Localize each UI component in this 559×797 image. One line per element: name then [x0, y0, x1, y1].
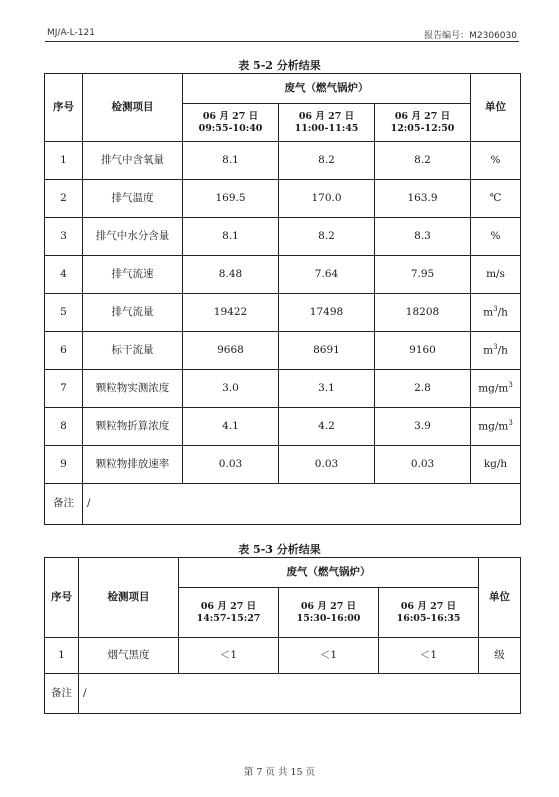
cell-value: 8.2 — [279, 142, 375, 180]
cell-item: 排气中水分含量 — [83, 218, 183, 256]
cell-value: ＜1 — [179, 638, 279, 674]
header-time: 06 月 27 日 12:05-12:50 — [375, 104, 471, 142]
cell-unit: % — [471, 142, 521, 180]
cell-unit: m/s — [471, 256, 521, 294]
cell-seq: 7 — [45, 370, 83, 408]
cell-unit: % — [471, 218, 521, 256]
table-row — [45, 142, 521, 180]
header-item: 检测项目 — [83, 74, 183, 142]
doc-code: MJ/A-L-121 — [47, 28, 95, 38]
cell-item: 颗粒物排放速率 — [83, 446, 183, 484]
page-number: 第 7 页 共 15 页 — [243, 767, 316, 778]
cell-unit: $mg/m^3$ — [471, 370, 521, 408]
cell-item: 排气中含氧量 — [83, 142, 183, 180]
cell-item: 标干流量 — [83, 332, 183, 370]
cell-item: 排气流速 — [83, 256, 183, 294]
cell-value: 8.2 — [279, 218, 375, 256]
note-label: 备注 — [45, 674, 79, 714]
table-row — [45, 408, 521, 446]
cell-unit: 级 — [479, 638, 521, 674]
cell-value: 3.1 — [279, 370, 375, 408]
cell-value: 7.64 — [279, 256, 375, 294]
cell-value: 170.0 — [279, 180, 375, 218]
note-value: / — [79, 674, 521, 714]
page-header — [45, 25, 519, 42]
cell-value: 19422 — [183, 294, 279, 332]
cell-seq: 1 — [45, 142, 83, 180]
header-time: 06 月 27 日 15:30-16:00 — [279, 588, 379, 638]
cell-value: 2.8 — [375, 370, 471, 408]
cell-value: 18208 — [375, 294, 471, 332]
table-row — [45, 638, 521, 674]
cell-unit: kg/h — [471, 446, 521, 484]
cell-value: 17498 — [279, 294, 375, 332]
note-label: 备注 — [45, 484, 83, 525]
note-value: / — [83, 484, 521, 525]
table-caption: 表 5-3 分析结果 — [238, 543, 321, 556]
cell-value: 0.03 — [279, 446, 375, 484]
cell-seq: 1 — [45, 638, 79, 674]
cell-seq: 9 — [45, 446, 83, 484]
cell-seq: 4 — [45, 256, 83, 294]
table-row — [45, 256, 521, 294]
cell-value: 4.2 — [279, 408, 375, 446]
analysis-table-1 — [44, 73, 521, 525]
cell-item: 颗粒物折算浓度 — [83, 408, 183, 446]
header-time: 06 月 27 日 16:05-16:35 — [379, 588, 479, 638]
cell-value: ＜1 — [379, 638, 479, 674]
cell-unit: ℃ — [471, 180, 521, 218]
report-number: 报告编号：M2306030 — [424, 31, 517, 41]
cell-unit: $m^3/h$ — [471, 332, 521, 370]
table-row — [45, 294, 521, 332]
header-unit: 单位 — [471, 74, 521, 142]
cell-value: 8.3 — [375, 218, 471, 256]
cell-item: 排气流量 — [83, 294, 183, 332]
cell-value: 0.03 — [375, 446, 471, 484]
table-row — [45, 370, 521, 408]
table-caption: 表 5-2 分析结果 — [238, 59, 321, 72]
cell-value: 9160 — [375, 332, 471, 370]
cell-value: 8.2 — [375, 142, 471, 180]
header-group: 废气（燃气锅炉） — [179, 558, 479, 588]
cell-value: ＜1 — [279, 638, 379, 674]
header-item: 检测项目 — [79, 558, 179, 638]
cell-seq: 2 — [45, 180, 83, 218]
table-row — [45, 446, 521, 484]
cell-unit: $m^3/h$ — [471, 294, 521, 332]
header-time: 06 月 27 日 11:00-11:45 — [279, 104, 375, 142]
cell-value: 3.9 — [375, 408, 471, 446]
cell-value: 163.9 — [375, 180, 471, 218]
cell-value: 8691 — [279, 332, 375, 370]
table-row — [45, 332, 521, 370]
cell-item: 烟气黑度 — [79, 638, 179, 674]
header-time: 06 月 27 日 09:55-10:40 — [183, 104, 279, 142]
analysis-table-2 — [44, 557, 521, 714]
cell-value: 8.48 — [183, 256, 279, 294]
cell-seq: 5 — [45, 294, 83, 332]
cell-seq: 6 — [45, 332, 83, 370]
cell-item: 排气温度 — [83, 180, 183, 218]
cell-value: 9668 — [183, 332, 279, 370]
header-seq: 序号 — [45, 74, 83, 142]
cell-unit: $mg/m^3$ — [471, 408, 521, 446]
cell-value: 0.03 — [183, 446, 279, 484]
header-time: 06 月 27 日 14:57-15:27 — [179, 588, 279, 638]
cell-seq: 8 — [45, 408, 83, 446]
cell-value: 4.1 — [183, 408, 279, 446]
cell-value: 7.95 — [375, 256, 471, 294]
table-row — [45, 218, 521, 256]
header-seq: 序号 — [45, 558, 79, 638]
cell-value: 169.5 — [183, 180, 279, 218]
cell-value: 8.1 — [183, 142, 279, 180]
cell-value: 3.0 — [183, 370, 279, 408]
table-row — [45, 180, 521, 218]
header-unit: 单位 — [479, 558, 521, 638]
cell-seq: 3 — [45, 218, 83, 256]
header-group: 废气（燃气锅炉） — [183, 74, 471, 104]
cell-value: 8.1 — [183, 218, 279, 256]
cell-item: 颗粒物实测浓度 — [83, 370, 183, 408]
